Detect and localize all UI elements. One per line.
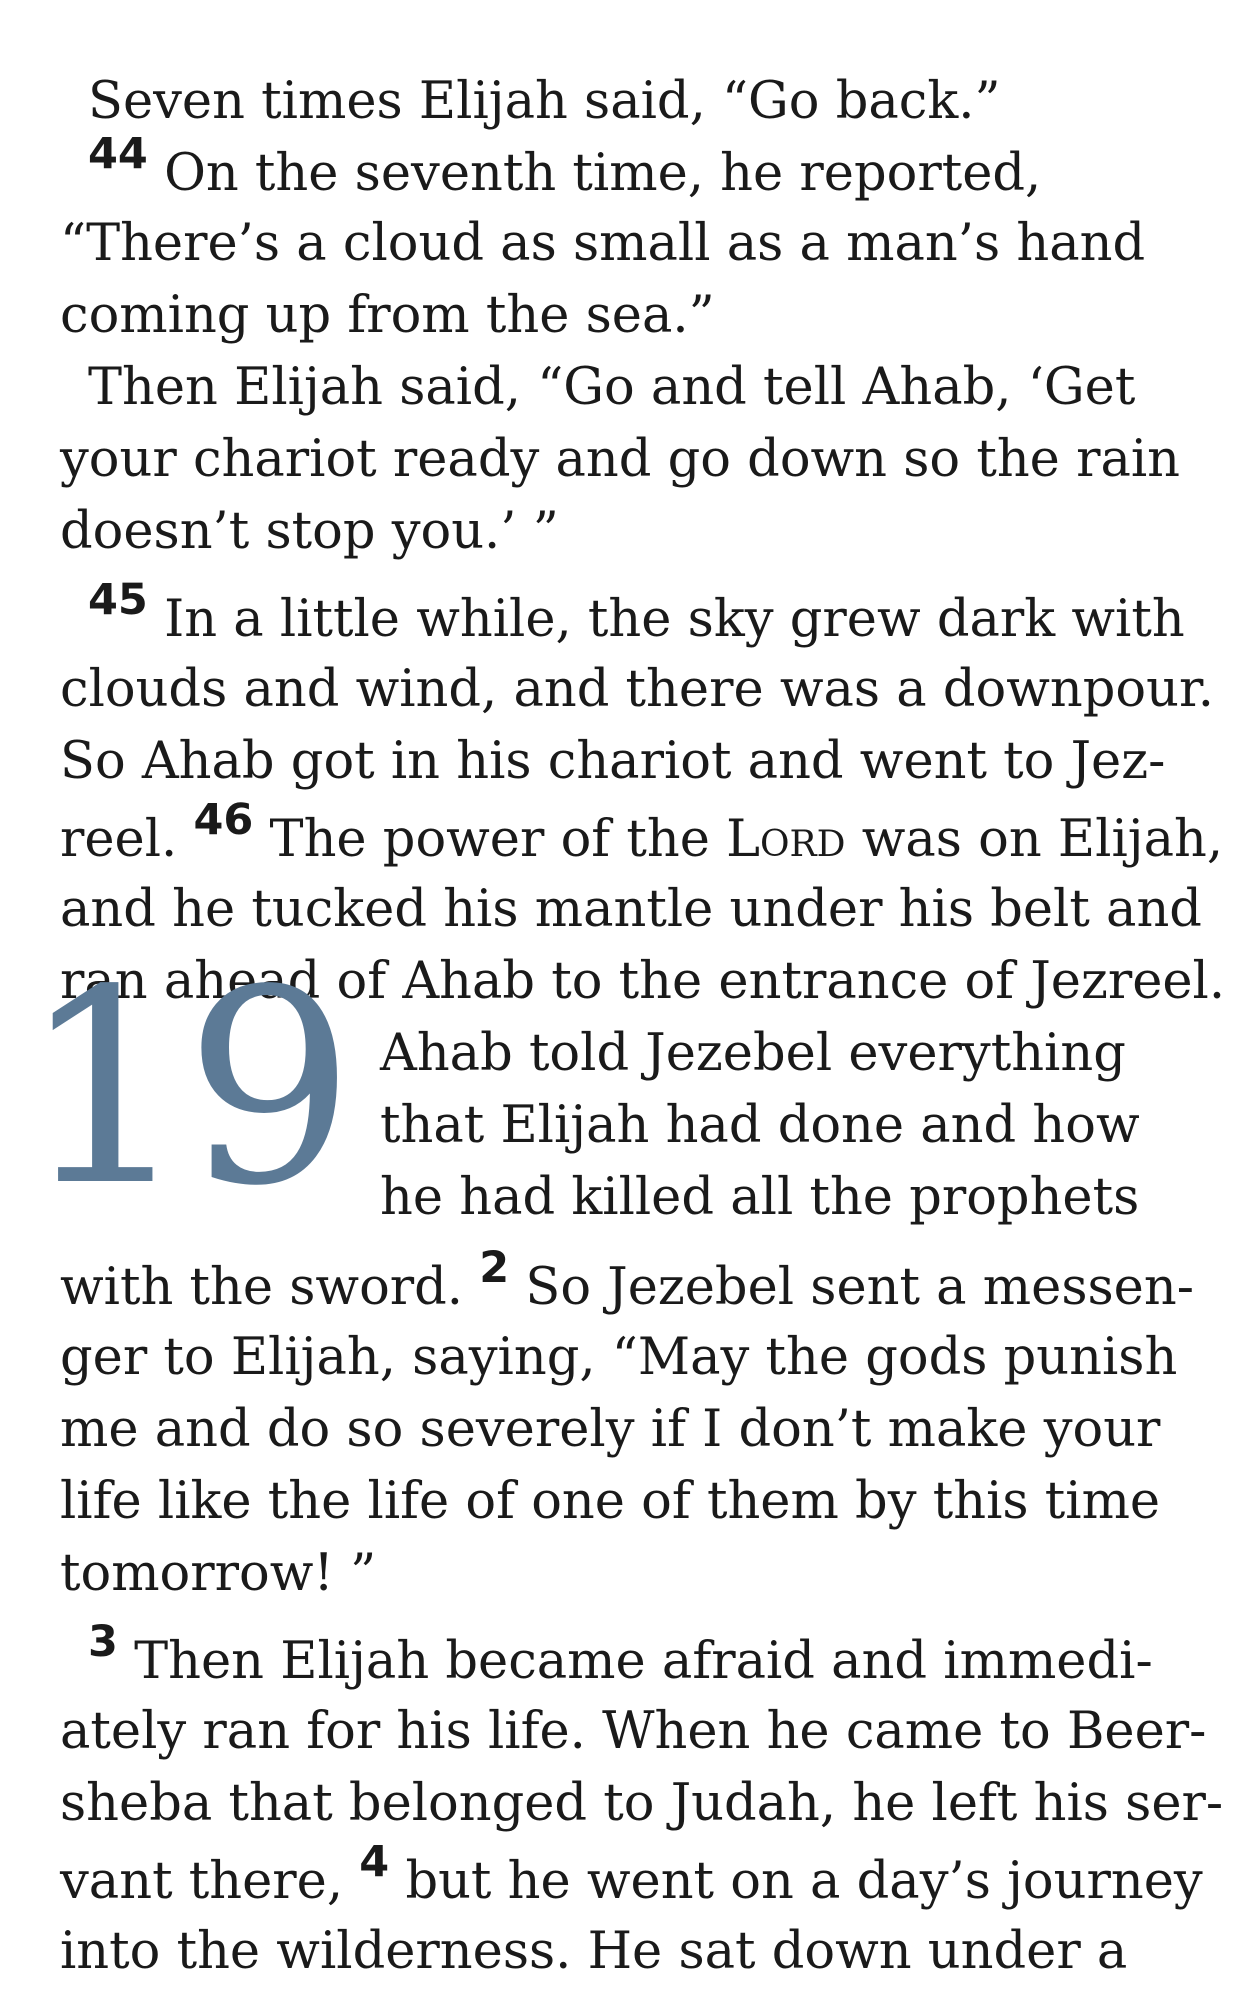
text-line <box>60 1617 1153 1698</box>
text-span: into the wilderness. He sat down under a <box>60 1922 1128 1981</box>
text-line <box>60 1837 1203 1918</box>
text-span: was on Elijah, <box>861 810 1224 869</box>
verse-number: 2 <box>479 1243 510 1293</box>
verse-number: 4 <box>359 1837 390 1887</box>
text-line <box>60 1696 1206 1768</box>
text-span: So Jezebel sent a messen- <box>525 1258 1194 1317</box>
text-span: me and do so severely if I don’t make your <box>60 1400 1161 1459</box>
text-line <box>60 795 1224 876</box>
text-span: tomorrow! ” <box>60 1544 377 1603</box>
text-span: “There’s a cloud as small as a man’s hand <box>60 214 1146 273</box>
text-line <box>60 726 1165 798</box>
text-span: with the sword. <box>60 1258 464 1317</box>
verse-number: 3 <box>88 1617 118 1667</box>
text-span: and he tucked his mantle under his belt and <box>60 880 1202 939</box>
text-span: life like the life of one of them by this time <box>60 1472 1161 1531</box>
text-span: Then Elijah became afraid and immedi- <box>134 1632 1153 1691</box>
text-span: reel. <box>60 810 178 869</box>
text-span: but he went on a day’s journey <box>405 1852 1203 1911</box>
text-line <box>60 496 559 568</box>
text-span: doesn’t stop you.’ ” <box>60 502 559 561</box>
text-span: So Ahab got in his chariot and went to Jez- <box>60 732 1166 791</box>
text-span: Ahab told Jezebel everything <box>380 1024 1126 1083</box>
chapter-number: 19 <box>20 933 350 1245</box>
text-span: The power of the <box>269 810 710 869</box>
text-line <box>60 575 1185 656</box>
text-line <box>380 1162 1139 1234</box>
verse-number: 46 <box>193 795 254 845</box>
text-span: that Elijah had done and how <box>380 1096 1140 1155</box>
text-span: In a little while, the sky grew dark with <box>164 590 1185 649</box>
text-span: ran ahead of Ahab to the entrance of Jezreel. <box>60 952 1226 1011</box>
text-span: vant there, <box>60 1852 344 1911</box>
text-line <box>60 1394 1160 1466</box>
text-line <box>60 352 1135 424</box>
text-span: ately ran for his life. When he came to Beer- <box>60 1702 1207 1761</box>
text-span: ger to Elijah, saying, “May the gods punish <box>60 1328 1178 1387</box>
text-line <box>60 1538 376 1610</box>
text-span: On the seventh time, he reported, <box>164 144 1042 203</box>
text-span: sheba that belonged to Judah, he left his ser- <box>60 1774 1224 1833</box>
text-line <box>60 424 1180 496</box>
text-line <box>60 1322 1177 1394</box>
text-span: your chariot ready and go down so the rain <box>60 430 1181 489</box>
text-line <box>60 280 715 352</box>
text-span: coming up from the sea.” <box>60 286 715 345</box>
text-span: clouds and wind, and there was a downpour. <box>60 660 1214 719</box>
text-line <box>380 1090 1140 1162</box>
divine-name: Lord <box>726 810 846 869</box>
text-span: Then Elijah said, “Go and tell Ahab, ‘Get <box>88 358 1136 417</box>
text-span: Seven times Elijah said, “Go back.” <box>88 72 1001 131</box>
text-line <box>60 1768 1223 1840</box>
text-span: he had killed all the prophets <box>380 1168 1140 1227</box>
verse-number: 44 <box>88 129 148 179</box>
text-line <box>60 1466 1160 1538</box>
text-line <box>60 1243 1194 1324</box>
text-line <box>60 66 1001 138</box>
text-line <box>60 654 1214 726</box>
text-line <box>60 129 1042 210</box>
text-line <box>380 1018 1126 1090</box>
text-line <box>60 1916 1127 1988</box>
text-line <box>60 208 1145 280</box>
verse-number: 45 <box>88 575 148 625</box>
